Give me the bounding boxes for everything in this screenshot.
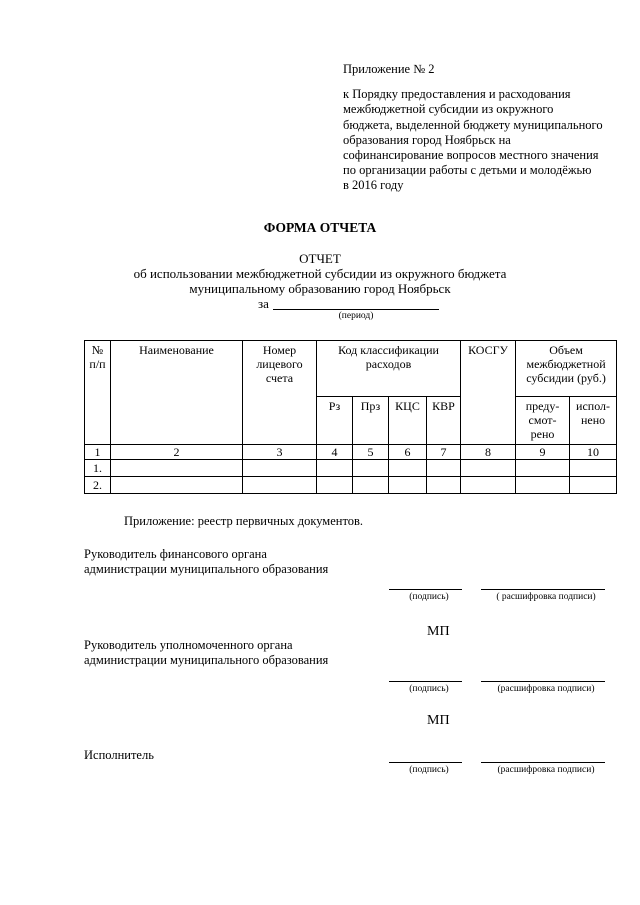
table-cell[interactable]	[317, 460, 353, 477]
fin-head-signature-line[interactable]	[389, 589, 462, 590]
appendix-title: Приложение № 2	[343, 62, 435, 76]
header-num: № п/п	[85, 341, 111, 445]
table-cell[interactable]	[427, 460, 461, 477]
header-planned: преду-смот-рено	[516, 397, 570, 445]
header-account: Номер лицевого счета	[243, 341, 317, 445]
executor-decode-line[interactable]	[481, 762, 605, 763]
row-number: 2.	[85, 477, 111, 494]
table-cell[interactable]	[570, 460, 617, 477]
table-cell[interactable]	[516, 477, 570, 494]
table-row	[85, 477, 617, 494]
attachment-note: Приложение: реестр первичных документов.	[124, 514, 364, 528]
header-name: Наименование	[111, 341, 243, 445]
decode-caption: (расшифровка подписи)	[497, 684, 595, 694]
report-title: ОТЧЕТ	[299, 251, 341, 266]
table-cell[interactable]	[516, 460, 570, 477]
table-cell[interactable]	[461, 460, 516, 477]
row-number: 1.	[85, 460, 111, 477]
table-cell[interactable]	[570, 477, 617, 494]
signature-caption: (подпись)	[409, 592, 449, 602]
table-cell[interactable]	[427, 477, 461, 494]
period-field[interactable]	[273, 309, 439, 310]
fin-head-label: Руководитель финансового органа администрации муниципального образования	[84, 547, 329, 576]
appendix-line: межбюджетной субсидии из окружного	[343, 102, 554, 117]
fin-head-decode-line[interactable]	[481, 589, 605, 590]
appendix-line: по организации работы с детьми и молодёжью	[343, 163, 592, 178]
report-subtitle-line2: муниципальному образованию город Ноябрьск	[189, 281, 451, 296]
col-number: 5	[353, 445, 389, 460]
period-caption: (период)	[338, 311, 374, 321]
col-number: 2	[111, 445, 243, 460]
appendix-line: в 2016 году	[343, 178, 404, 193]
table-cell[interactable]	[243, 477, 317, 494]
table-cell[interactable]	[353, 460, 389, 477]
table-row	[85, 460, 617, 477]
table-cell[interactable]	[461, 477, 516, 494]
col-number: 6	[389, 445, 427, 460]
auth-head-label: Руководитель уполномоченного органа администрации муниципального образования	[84, 638, 329, 667]
report-title-block	[0, 251, 640, 296]
table-cell[interactable]	[111, 460, 243, 477]
appendix-line: бюджета, выделенной бюджету муниципального	[343, 117, 603, 132]
table-cell[interactable]	[389, 460, 427, 477]
header-kcs: КЦС	[389, 397, 427, 445]
table-cell[interactable]	[353, 477, 389, 494]
executor-label: Исполнитель	[84, 748, 154, 762]
signature-caption: (подпись)	[409, 684, 449, 694]
appendix-line: образования город Ноябрьск на	[343, 132, 511, 147]
col-number: 1	[85, 445, 111, 460]
appendix-line: к Порядку предоставления и расходования	[343, 87, 571, 102]
decode-caption: ( расшифровка подписи)	[496, 592, 596, 602]
table-cell[interactable]	[243, 460, 317, 477]
col-number: 4	[317, 445, 353, 460]
stamp-place: МП	[427, 624, 450, 639]
auth-head-decode-line[interactable]	[481, 681, 605, 682]
header-kosgu: КОСГУ	[461, 341, 516, 445]
header-executed: испол-нено	[570, 397, 617, 445]
auth-head-signature-line[interactable]	[389, 681, 462, 682]
header-code: Код классификации расходов	[317, 341, 461, 397]
signature-caption: (подпись)	[409, 765, 449, 775]
appendix-line: софинансирование вопросов местного значения	[343, 148, 599, 163]
table-cell[interactable]	[389, 477, 427, 494]
appendix-header	[343, 62, 633, 194]
header-volume: Объем межбюджетной субсидии (руб.)	[516, 341, 617, 397]
col-number: 7	[427, 445, 461, 460]
col-number: 8	[461, 445, 516, 460]
report-subtitle-line1: об использовании межбюджетной субсидии из окружного бюджета	[133, 266, 507, 281]
period-prefix: за	[258, 296, 269, 311]
col-number: 3	[243, 445, 317, 460]
header-prz: Прз	[353, 397, 389, 445]
table-cell[interactable]	[317, 477, 353, 494]
report-table	[84, 340, 617, 494]
form-title: ФОРМА ОТЧЕТА	[263, 220, 377, 235]
col-number: 10	[570, 445, 617, 460]
executor-signature-line[interactable]	[389, 762, 462, 763]
table-cell[interactable]	[111, 477, 243, 494]
stamp-place: МП	[427, 713, 450, 728]
header-rz: Рз	[317, 397, 353, 445]
col-number: 9	[516, 445, 570, 460]
header-kvr: КВР	[427, 397, 461, 445]
decode-caption: (расшифровка подписи)	[497, 765, 595, 775]
